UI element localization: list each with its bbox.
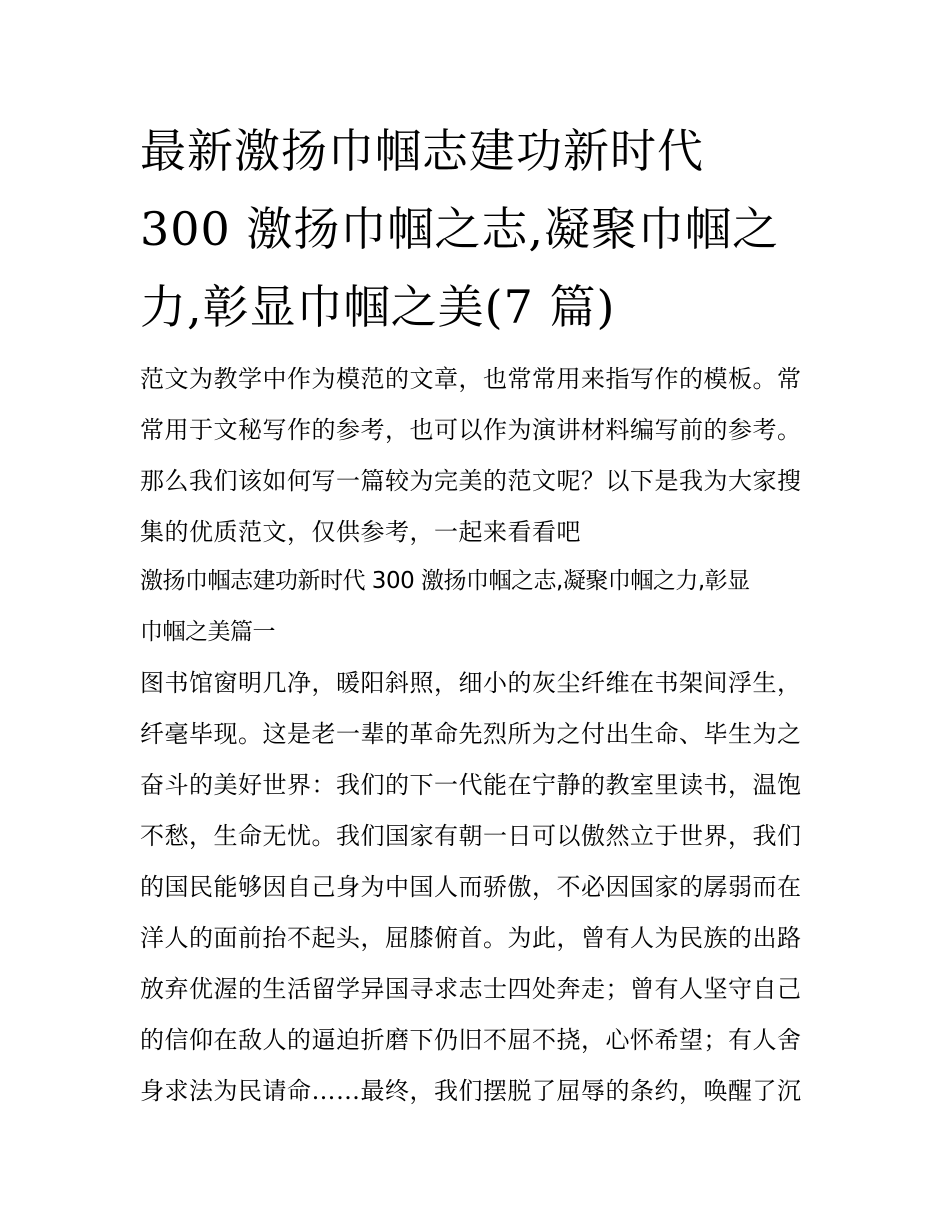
article-line-6: 洋人的面前抬不起头，屈膝俯首。为此，曾有人为民族的出路	[140, 924, 802, 952]
title-line-2: 300 激扬巾帼之志,凝聚巾帼之	[140, 202, 780, 256]
title-line-3: 力,彰显巾帼之美(7 篇)	[140, 280, 616, 334]
article-line-4: 不愁，生命无忧。我们国家有朝一日可以傲然立于世界，我们	[140, 822, 802, 850]
article-line-5: 的国民能够因自己身为中国人而骄傲，不必因国家的孱弱而在	[140, 873, 802, 901]
article-line-9: 身求法为民请命……最终，我们摆脱了屈辱的条约，唤醒了沉	[140, 1077, 802, 1105]
intro-line-2: 常用于文秘写作的参考，也可以作为演讲材料编写前的参考。	[140, 416, 802, 444]
section-heading-line-1: 激扬巾帼志建功新时代 300 激扬巾帼之志,凝聚巾帼之力,彰显	[140, 568, 750, 594]
article-line-3: 奋斗的美好世界：我们的下一代能在宁静的教室里读书，温饱	[140, 771, 802, 799]
article-line-8: 的信仰在敌人的逼迫折磨下仍旧不屈不挠，心怀希望；有人舍	[140, 1026, 802, 1054]
article-paragraph	[140, 658, 820, 1117]
intro-line-1: 范文为教学中作为模范的文章，也常常用来指写作的模板。常	[140, 365, 802, 393]
section-heading-line-2: 巾帼之美篇一	[140, 619, 275, 645]
intro-line-3: 那么我们该如何写一篇较为完美的范文呢？以下是我为大家搜	[140, 467, 802, 495]
section-heading	[140, 556, 820, 658]
article-line-7: 放弃优渥的生活留学异国寻求志士四处奔走；曾有人坚守自己	[140, 975, 802, 1003]
title-line-1: 最新激扬巾帼志建功新时代	[140, 124, 704, 178]
document-title	[140, 112, 820, 346]
article-line-1: 图书馆窗明几净，暖阳斜照，细小的灰尘纤维在书架间浮生，	[140, 669, 802, 697]
article-line-2: 纤毫毕现。这是老一辈的革命先烈所为之付出生命、毕生为之	[140, 720, 802, 748]
intro-paragraph	[140, 354, 820, 558]
intro-line-4: 集的优质范文，仅供参考，一起来看看吧	[140, 518, 581, 546]
